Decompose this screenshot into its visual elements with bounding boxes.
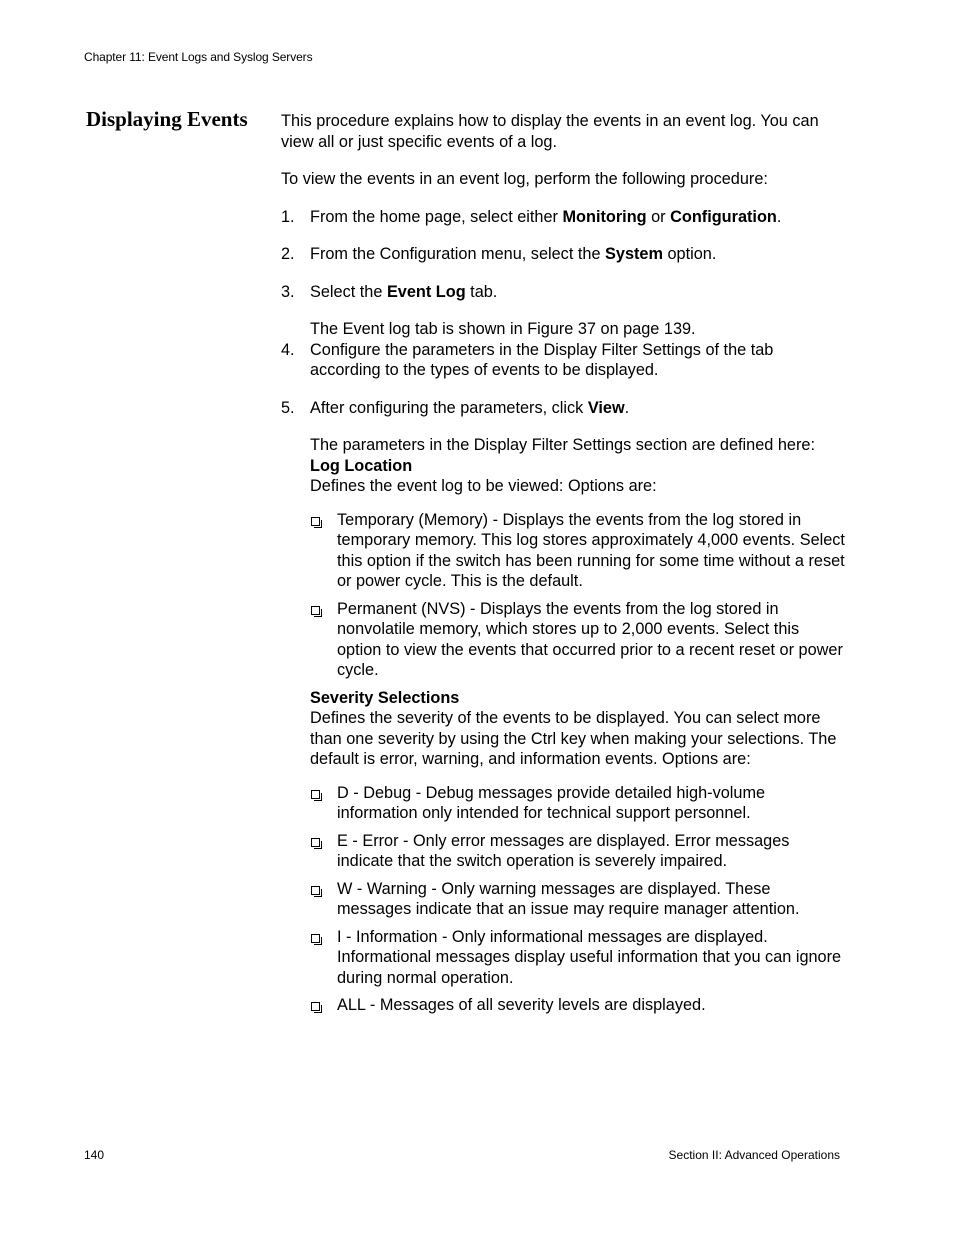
step-text: option. <box>662 245 717 263</box>
tab-term-event-log: Event Log <box>386 282 466 301</box>
step-3 <box>281 282 846 303</box>
step-2 <box>281 244 846 265</box>
list-item <box>310 831 846 872</box>
menu-term-configuration: Configuration <box>670 207 777 226</box>
step-number: 3. <box>281 282 295 301</box>
checkbox-bullet-icon <box>311 517 320 526</box>
menu-term-system: System <box>605 245 663 263</box>
option-text: ALL - Messages of all severity levels are displayed. <box>337 996 706 1014</box>
procedure-steps <box>281 207 846 303</box>
option-text: W - Warning - Only warning messages are displayed. These messages indicate that an issue may require manager attention. <box>337 879 800 918</box>
parameter-description: Defines the event log to be viewed: Options are: <box>310 477 657 495</box>
log-location-parameter <box>281 456 846 681</box>
checkbox-bullet-icon <box>311 886 320 895</box>
severity-parameter <box>281 688 846 1016</box>
checkbox-bullet-icon <box>311 606 320 615</box>
main-content <box>281 111 846 1023</box>
step-4 <box>281 340 846 381</box>
step-text: tab. <box>465 282 498 301</box>
list-item <box>310 783 846 824</box>
step-text: From the Configuration menu, select the <box>310 245 606 263</box>
step-number: 1. <box>281 207 295 226</box>
procedure-lead-in: To view the events in an event log, perform the following procedure: <box>281 170 768 188</box>
step-text: . <box>776 207 782 226</box>
step-number: 4. <box>281 340 295 359</box>
step-text: After configuring the parameters, click <box>310 398 588 417</box>
step-text: Configure the parameters in the Display Filter Settings of the tab according to the types of events to be displayed. <box>310 340 774 379</box>
step-1 <box>281 207 846 228</box>
parameter-title: Severity Selections <box>310 688 460 707</box>
button-term-view: View <box>587 398 625 417</box>
step-number: 2. <box>281 245 295 263</box>
list-item <box>310 510 846 592</box>
checkbox-bullet-icon <box>311 838 320 847</box>
step-text: or <box>646 207 671 226</box>
checkbox-bullet-icon <box>311 1002 320 1011</box>
page-number: 140 <box>84 1148 105 1162</box>
step-5 <box>281 398 846 419</box>
list-item <box>310 879 846 920</box>
step-text: . <box>624 398 630 417</box>
list-item <box>310 927 846 989</box>
parameter-title: Log Location <box>310 456 413 475</box>
option-text: Permanent (NVS) - Displays the events from the log stored in nonvolatile memory, which stores up to 2,000 events. Select this option to view the events that occurred prior to a recent reset or power cycle. <box>337 599 843 679</box>
checkbox-bullet-icon <box>311 790 320 799</box>
parameter-description: Defines the severity of the events to be displayed. You can select more than one severity by using the Ctrl key when making your selections. The default is error, warning, and information events. Options are: <box>310 709 837 768</box>
list-item <box>310 599 846 681</box>
step-text: From the home page, select either <box>310 207 563 226</box>
severity-options <box>310 783 846 1016</box>
option-text: Temporary (Memory) - Displays the events from the log stored in temporary memory. This log stores approximately 4,000 events. Select this option if the switch has been running for some time without a reset or power cycle. This is the default. <box>337 510 845 590</box>
running-header: Chapter 11: Event Logs and Syslog Servers <box>84 50 313 64</box>
footer-section-title: Section II: Advanced Operations <box>668 1148 840 1162</box>
menu-term-monitoring: Monitoring <box>562 207 647 226</box>
step-5-note: The parameters in the Display Filter Settings section are defined here: <box>310 436 815 454</box>
log-location-options <box>310 510 846 681</box>
checkbox-bullet-icon <box>311 934 320 943</box>
intro-paragraph: This procedure explains how to display the events in an event log. You can view all or just specific events of a log. <box>281 112 819 151</box>
step-number: 5. <box>281 398 295 417</box>
step-text: Select the <box>310 282 387 301</box>
step-3-note: The Event log tab is shown in Figure 37 on page 139. <box>310 320 696 338</box>
option-text: I - Information - Only informational messages are displayed. Informational messages display useful information that you can ignore during normal operation. <box>337 927 842 987</box>
list-item <box>310 995 846 1016</box>
procedure-steps-continued <box>281 340 846 419</box>
option-text: D - Debug - Debug messages provide detailed high-volume information only intended for technical support personnel. <box>337 783 766 822</box>
section-heading: Displaying Events <box>86 107 248 131</box>
option-text: E - Error - Only error messages are displayed. Error messages indicate that the switch operation is severely impaired. <box>337 831 790 870</box>
